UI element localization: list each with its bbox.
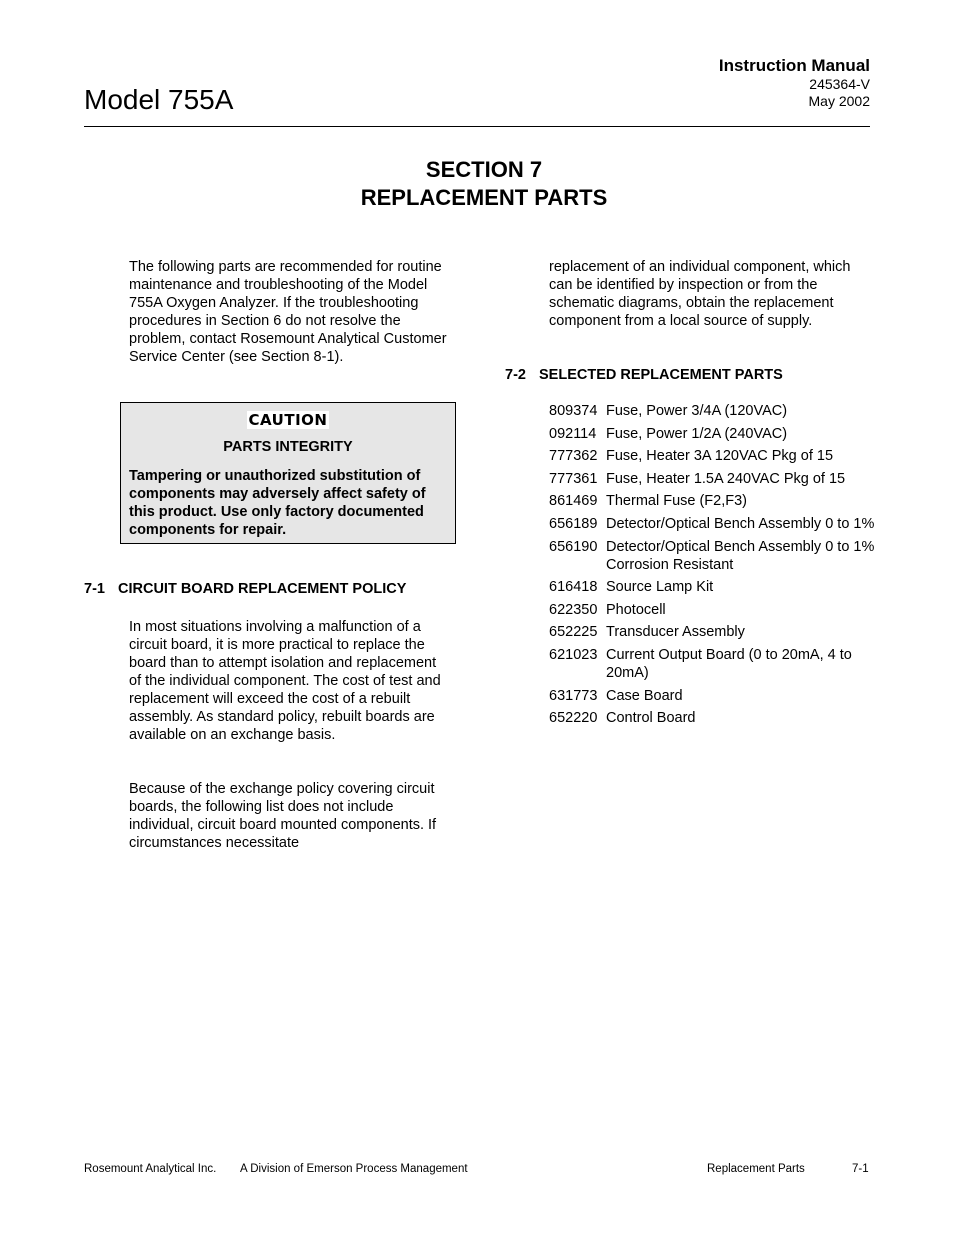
part-number: 616418 bbox=[549, 579, 598, 596]
part-item bbox=[549, 402, 879, 420]
part-item bbox=[549, 425, 879, 443]
footer-division: A Division of Emerson Process Management bbox=[240, 1163, 468, 1175]
part-number: 652225 bbox=[549, 624, 598, 641]
part-item bbox=[549, 646, 879, 682]
part-number: 622350 bbox=[549, 601, 598, 618]
doc-number: 245364-V bbox=[809, 76, 870, 92]
part-description: Transducer Assembly bbox=[606, 624, 745, 641]
part-item bbox=[549, 492, 879, 510]
part-item bbox=[549, 578, 879, 596]
part-item bbox=[549, 601, 879, 619]
caution-box bbox=[120, 402, 456, 544]
part-description: Fuse, Heater 3A 120VAC Pkg of 15 bbox=[606, 448, 834, 465]
part-item bbox=[549, 447, 879, 465]
part-item bbox=[549, 515, 879, 533]
part-number: 631773 bbox=[549, 687, 598, 704]
part-item bbox=[549, 709, 879, 727]
part-number: 777361 bbox=[549, 470, 598, 487]
circuit-board-heading-text: CIRCUIT BOARD REPLACEMENT POLICY bbox=[118, 581, 407, 597]
circuit-board-paragraph-2: Because of the exchange policy covering circuit boards, the following list does not include individual, circuit board mounted components. If circumstances necessitate bbox=[129, 781, 437, 851]
header-info bbox=[719, 56, 870, 110]
model-title: Model 755A bbox=[84, 84, 234, 115]
circuit-board-heading-number: 7-1 bbox=[84, 581, 105, 597]
caution-label: CAUTION bbox=[248, 411, 328, 429]
manual-label: Instruction Manual bbox=[718, 56, 870, 75]
section-title-line1: SECTION 7 bbox=[425, 157, 543, 182]
part-number: 621023 bbox=[549, 646, 598, 663]
footer-chapter: Replacement Parts bbox=[707, 1163, 805, 1175]
part-number: 092114 bbox=[549, 425, 597, 442]
circuit-board-paragraph-1: In most situations involving a malfunction of a circuit board, it is more practical to replace the board than to attempt isolation and replacement of the individual component. The cost of test and replacement will exceed the cost of a rebuilt assembly. As standard policy, rebuilt boards are available on an exchange basis. bbox=[129, 619, 441, 743]
part-description: Fuse, Power 3/4A (120VAC) bbox=[606, 403, 788, 419]
section-title-line2: REPLACEMENT PARTS bbox=[360, 185, 608, 210]
part-description: Thermal Fuse (F2,F3) bbox=[606, 493, 747, 510]
part-description: Fuse, Power 1/2A (240VAC) bbox=[606, 425, 788, 442]
part-number: 777362 bbox=[549, 448, 598, 465]
part-number: 652220 bbox=[549, 710, 598, 727]
circuit-board-heading bbox=[84, 581, 406, 597]
part-item bbox=[549, 538, 879, 574]
caution-subtitle: PARTS INTEGRITY bbox=[223, 439, 353, 455]
part-description: Fuse, Heater 1.5A 240VAC Pkg of 15 bbox=[606, 470, 846, 487]
part-description: Case Board bbox=[606, 687, 683, 704]
section-title bbox=[0, 156, 954, 212]
part-number: 809374 bbox=[549, 403, 598, 419]
part-item bbox=[549, 623, 879, 641]
selected-parts-heading bbox=[505, 367, 783, 383]
intro-paragraph: The following parts are recommended for routine maintenance and troubleshooting of the Model 755A Oxygen Analyzer. If the troubleshooting procedures in Section 6 do not resolve the problem, contact Rosemount Analytical Customer Service Center (see Section 8-1). bbox=[129, 259, 447, 365]
part-description: Control Board bbox=[606, 710, 696, 727]
part-description: Source Lamp Kit bbox=[606, 579, 714, 596]
part-number: 656189 bbox=[549, 515, 598, 532]
circuit-board-continuation: replacement of an individual component, which can be identified by inspection or from the schematic diagrams, obtain the replacement component from a local source of supply. bbox=[549, 259, 851, 329]
part-item bbox=[549, 470, 879, 488]
part-item bbox=[549, 687, 879, 705]
part-number: 656190 bbox=[549, 538, 598, 555]
header-divider bbox=[84, 126, 870, 127]
selected-parts-heading-number: 7-2 bbox=[505, 367, 526, 383]
part-description: Photocell bbox=[606, 601, 666, 618]
footer-page-number: 7-1 bbox=[852, 1163, 869, 1175]
part-description: Current Output Board (0 to 20mA, 4 to 20mA) bbox=[606, 646, 852, 681]
part-description: Detector/Optical Bench Assembly 0 to 1% Corrosion Resistant bbox=[606, 538, 875, 573]
footer-company: Rosemount Analytical Inc. bbox=[84, 1163, 217, 1175]
caution-text: Tampering or unauthorized substitution of components may adversely affect safety of this product. Use only factory documented components for repair. bbox=[129, 468, 426, 538]
parts-list bbox=[549, 402, 879, 732]
doc-date: May 2002 bbox=[808, 93, 870, 109]
part-number: 861469 bbox=[549, 493, 598, 510]
part-description: Detector/Optical Bench Assembly 0 to 1% bbox=[606, 515, 875, 532]
selected-parts-heading-text: SELECTED REPLACEMENT PARTS bbox=[539, 367, 783, 383]
